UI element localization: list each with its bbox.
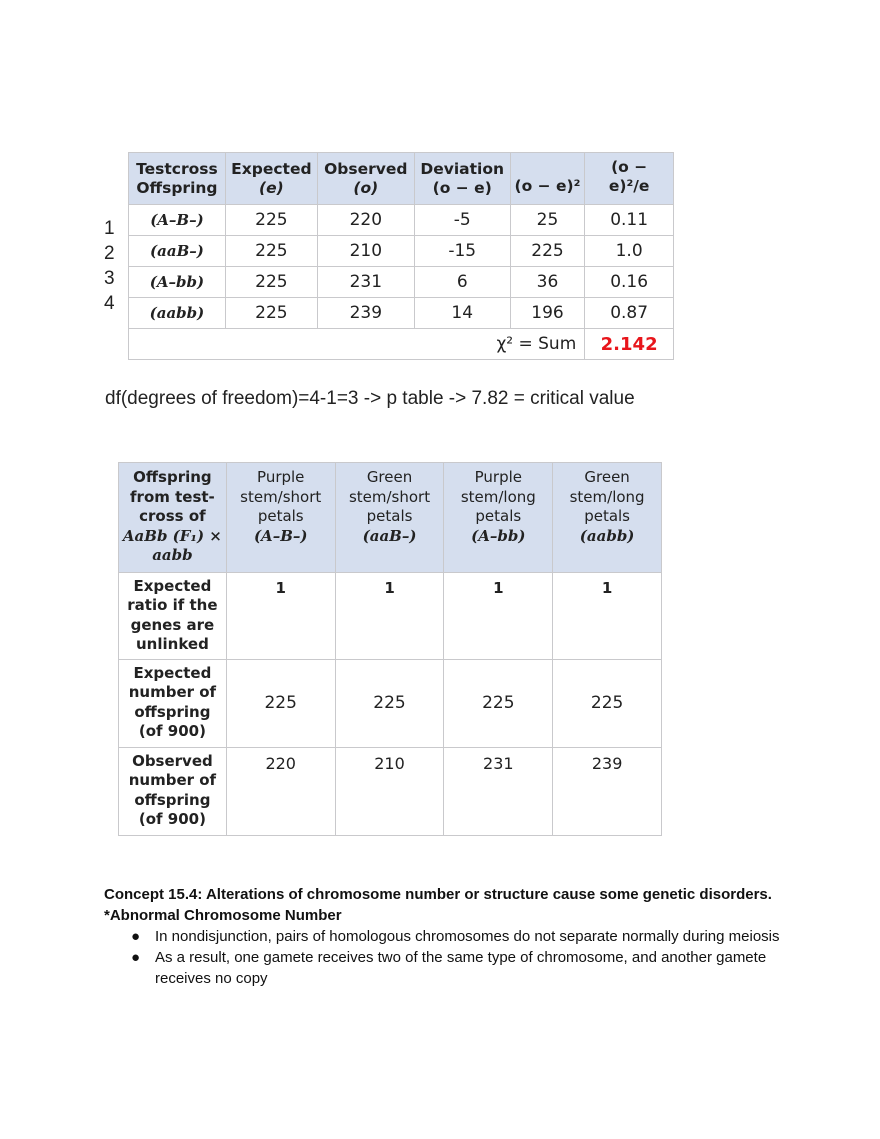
table-cell: 220 — [226, 747, 335, 835]
row-number-list — [104, 216, 124, 316]
deviation-cell: -5 — [414, 205, 510, 236]
deviation-cell: 14 — [414, 298, 510, 329]
header-corner-cell: Offspring from test- cross of AaBb (F₁) × aabb — [119, 463, 227, 573]
table-cell: 1 — [553, 572, 662, 659]
table-row — [129, 298, 674, 329]
section-subheading: *Abnormal Chromosome Number — [104, 907, 342, 924]
table-cell: 1 — [444, 572, 553, 659]
chi-square-table — [128, 152, 674, 360]
observed-cell: 210 — [317, 236, 414, 267]
deviation-cell: 6 — [414, 267, 510, 298]
chi-term-cell: 1.0 — [585, 236, 674, 267]
list-item-text: As a result, one gamete receives two of the same type of chromosome, and another gamete receives no copy — [155, 949, 767, 987]
table-row-expected-ratio — [119, 572, 662, 659]
chi-term-cell: 0.16 — [585, 267, 674, 298]
row-label: Observed number of offspring (of 900) — [119, 747, 227, 835]
chi-term-cell: 0.11 — [585, 205, 674, 236]
header-observed: Observed (o) — [317, 153, 414, 205]
header-deviation: Deviation (o − e) — [414, 153, 510, 205]
table-row-expected-number — [119, 659, 662, 747]
table-cell: 239 — [553, 747, 662, 835]
table-cell: 1 — [335, 572, 444, 659]
table-cell: 225 — [226, 659, 335, 747]
notes-section — [104, 884, 784, 989]
testcross-table — [118, 462, 662, 836]
table-header-row — [119, 463, 662, 573]
concept-heading: Concept 15.4: Alterations of chromosome number or structure cause some genetic disorders. — [104, 886, 772, 903]
chi-square-sum-label: χ² = Sum — [129, 329, 585, 360]
chi-term-cell: 0.87 — [585, 298, 674, 329]
table-cell: 231 — [444, 747, 553, 835]
header-chi-term: (o − e)²/e — [585, 153, 674, 205]
chi-square-sum-value: 2.142 — [585, 329, 674, 360]
table-cell: 225 — [444, 659, 553, 747]
genotype-cell: (aabb) — [129, 298, 226, 329]
table-row — [129, 267, 674, 298]
genotype-cell: (A–B–) — [129, 205, 226, 236]
table-cell: 225 — [553, 659, 662, 747]
header-purple-short: Purple stem/short petals (A–B–) — [226, 463, 335, 573]
header-expected: Expected (e) — [225, 153, 317, 205]
header-deviation-squared: (o − e)² — [510, 153, 585, 205]
table-cell: 210 — [335, 747, 444, 835]
deviation-squared-cell: 25 — [510, 205, 585, 236]
table-header-row — [129, 153, 674, 205]
genotype-cell: (aaB–) — [129, 236, 226, 267]
row-label: Expected ratio if the genes are unlinked — [119, 572, 227, 659]
table-row — [129, 236, 674, 267]
expected-cell: 225 — [225, 267, 317, 298]
degrees-of-freedom-note: df(degrees of freedom)=4-1=3 -> p table -> 7.82 = critical value — [105, 388, 635, 409]
deviation-cell: -15 — [414, 236, 510, 267]
bullet-icon: ● — [131, 949, 141, 966]
expected-cell: 225 — [225, 298, 317, 329]
header-green-long: Green stem/long petals (aabb) — [553, 463, 662, 573]
deviation-squared-cell: 196 — [510, 298, 585, 329]
bullet-list — [104, 926, 784, 989]
table-cell: 225 — [335, 659, 444, 747]
sum-row — [129, 329, 674, 360]
expected-cell: 225 — [225, 236, 317, 267]
row-number: 3 — [104, 268, 115, 289]
header-testcross-offspring: Testcross Offspring — [129, 153, 226, 205]
genotype-cell: (A–bb) — [129, 267, 226, 298]
header-green-short: Green stem/short petals (aaB–) — [335, 463, 444, 573]
observed-cell: 231 — [317, 267, 414, 298]
observed-cell: 220 — [317, 205, 414, 236]
list-item-text: In nondisjunction, pairs of homologous chromosomes do not separate normally during meiosis — [155, 928, 780, 945]
list-item — [104, 947, 784, 989]
table-row-observed-number — [119, 747, 662, 835]
row-label: Expected number of offspring (of 900) — [119, 659, 227, 747]
deviation-squared-cell: 225 — [510, 236, 585, 267]
list-item — [104, 926, 784, 947]
row-number: 1 — [104, 218, 115, 239]
table-cell: 1 — [226, 572, 335, 659]
row-number: 2 — [104, 243, 115, 264]
deviation-squared-cell: 36 — [510, 267, 585, 298]
observed-cell: 239 — [317, 298, 414, 329]
expected-cell: 225 — [225, 205, 317, 236]
bullet-icon: ● — [131, 928, 141, 945]
row-number: 4 — [104, 293, 115, 314]
table-row — [129, 205, 674, 236]
header-purple-long: Purple stem/long petals (A–bb) — [444, 463, 553, 573]
